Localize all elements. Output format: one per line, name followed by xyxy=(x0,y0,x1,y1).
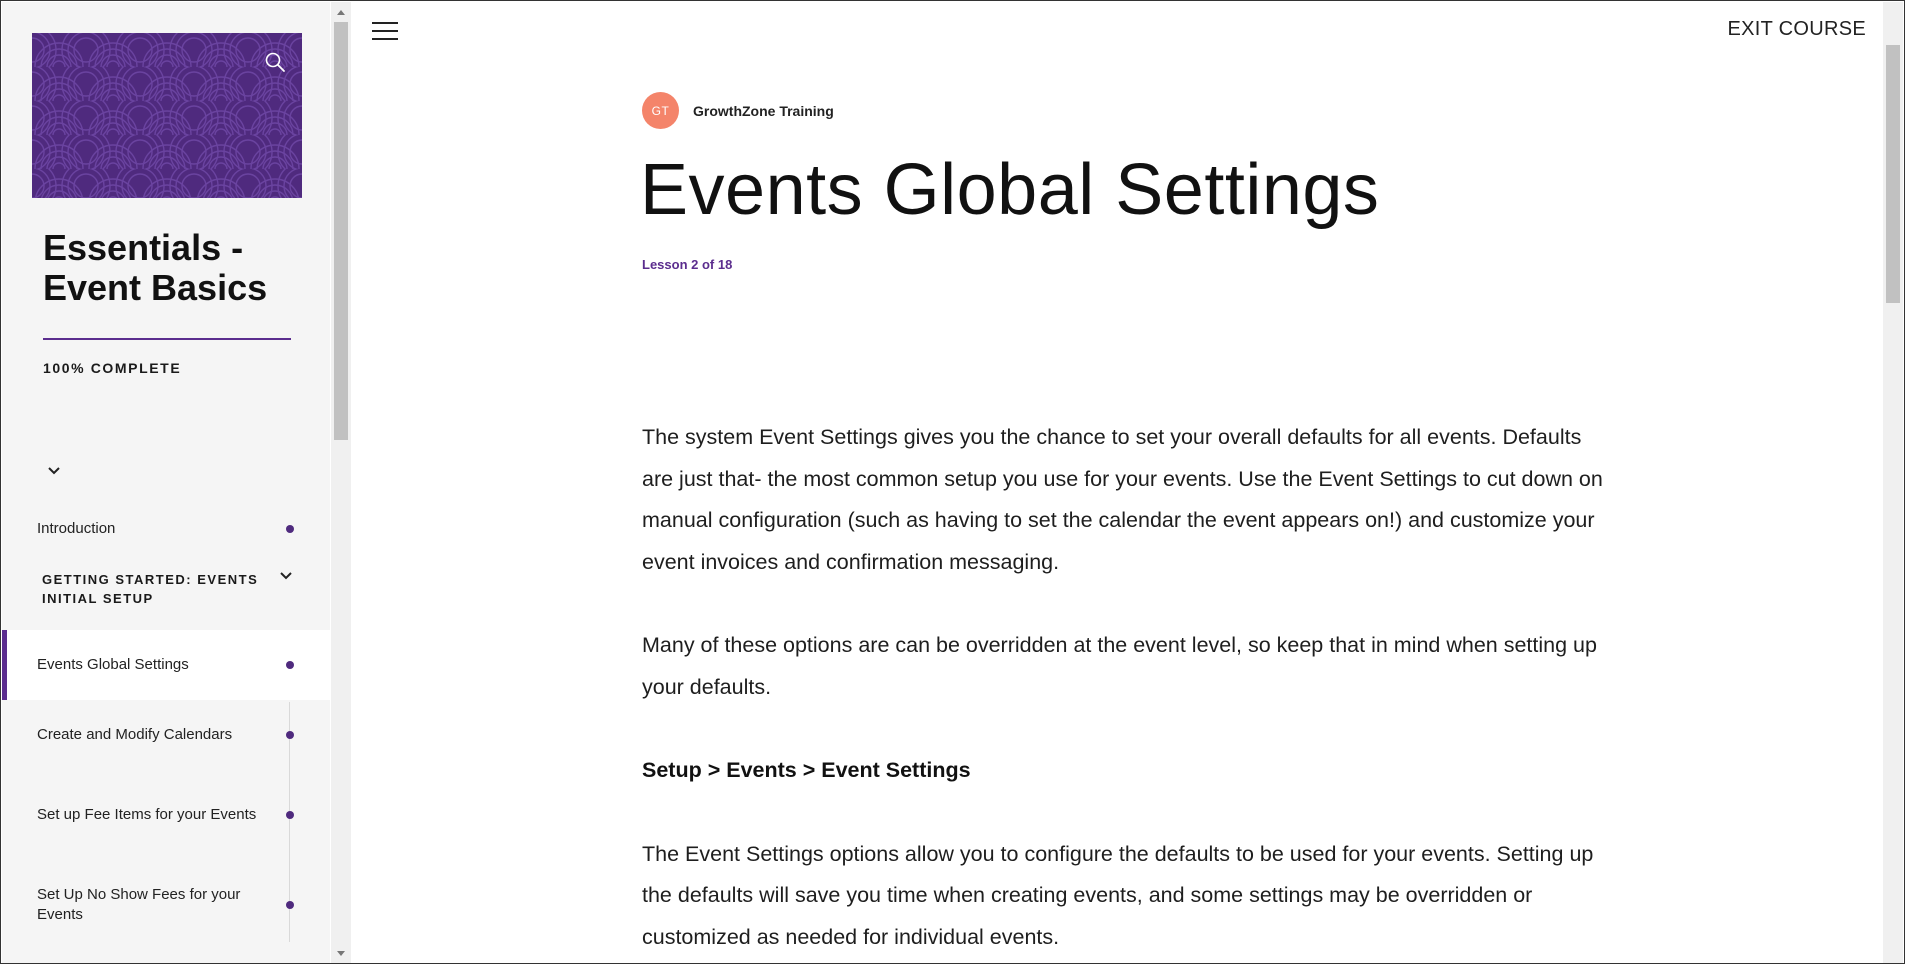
lesson-paragraph: The system Event Settings gives you the chance to set your overall defaults for all events. Defaults are just that- the most common setup you use for your events. Use the Event Settings to cut down on manual configuration (such as having to set the calendar the event appears on!) and customize your event invoices and confirmation messaging. xyxy=(642,425,1603,574)
sidebar-scrollbar[interactable] xyxy=(331,2,351,964)
sidebar-item-events-global-settings[interactable] xyxy=(2,630,330,700)
lesson-complete-dot xyxy=(286,525,294,533)
course-sidebar xyxy=(2,2,330,964)
section-label: GETTING STARTED: EVENTS INITIAL SETUP xyxy=(42,572,259,606)
avatar: GT xyxy=(642,92,679,129)
main-scrollbar[interactable] xyxy=(1883,2,1903,964)
course-title: Essentials - Event Basics xyxy=(43,227,268,308)
lesson-label: Set Up No Show Fees for your Events xyxy=(37,886,241,923)
lesson-complete-dot xyxy=(286,661,294,669)
course-cover-image xyxy=(32,33,302,198)
lesson-complete-dot xyxy=(286,811,294,819)
author-name: GrowthZone Training xyxy=(693,102,834,119)
progress-bar xyxy=(43,338,291,340)
lesson-subheading: Setup > Events > Event Settings xyxy=(642,758,971,782)
page-title: Events Global Settings xyxy=(640,150,1380,230)
lesson-label: Create and Modify Calendars xyxy=(37,726,233,743)
scrollbar-thumb[interactable] xyxy=(1886,45,1900,303)
lesson-complete-dot xyxy=(286,901,294,909)
scroll-up-arrow-icon[interactable] xyxy=(337,10,345,15)
chevron-down-icon[interactable] xyxy=(278,568,294,584)
search-icon[interactable] xyxy=(264,51,286,73)
lesson-body xyxy=(642,417,1612,964)
chevron-down-icon[interactable] xyxy=(46,463,62,479)
sidebar-item-introduction[interactable] xyxy=(2,502,330,556)
progress-label: 100% COMPLETE xyxy=(43,360,182,376)
lesson-label: Set up Fee Items for your Events xyxy=(37,806,257,823)
section-getting-started[interactable] xyxy=(2,556,330,630)
lesson-label: Events Global Settings xyxy=(37,656,189,673)
scallop-pattern xyxy=(32,33,302,198)
author-byline xyxy=(642,92,834,129)
progress-bar-fill xyxy=(43,338,291,340)
lesson-paragraph: Many of these options are can be overridden at the event level, so keep that in mind when setting up your defaults. xyxy=(642,633,1597,699)
lesson-list xyxy=(2,502,330,950)
scrollbar-thumb[interactable] xyxy=(334,22,348,440)
sidebar-item-create-modify-calendars[interactable] xyxy=(2,700,330,770)
sidebar-item-no-show-fees[interactable] xyxy=(2,860,330,950)
hamburger-menu-icon[interactable] xyxy=(372,22,398,40)
lesson-complete-dot xyxy=(286,731,294,739)
sidebar-item-fee-items[interactable] xyxy=(2,770,330,860)
lesson-label: Introduction xyxy=(37,520,116,537)
scroll-down-arrow-icon[interactable] xyxy=(337,951,345,956)
lesson-count: Lesson 2 of 18 xyxy=(642,257,733,272)
lesson-paragraph: The Event Settings options allow you to configure the defaults to be used for your events. Setting up the defaults will save you time when creating events, and some settings may be overridden or customized as needed for individual events. xyxy=(642,841,1594,949)
exit-course-button[interactable]: EXIT COURSE xyxy=(1727,18,1866,40)
